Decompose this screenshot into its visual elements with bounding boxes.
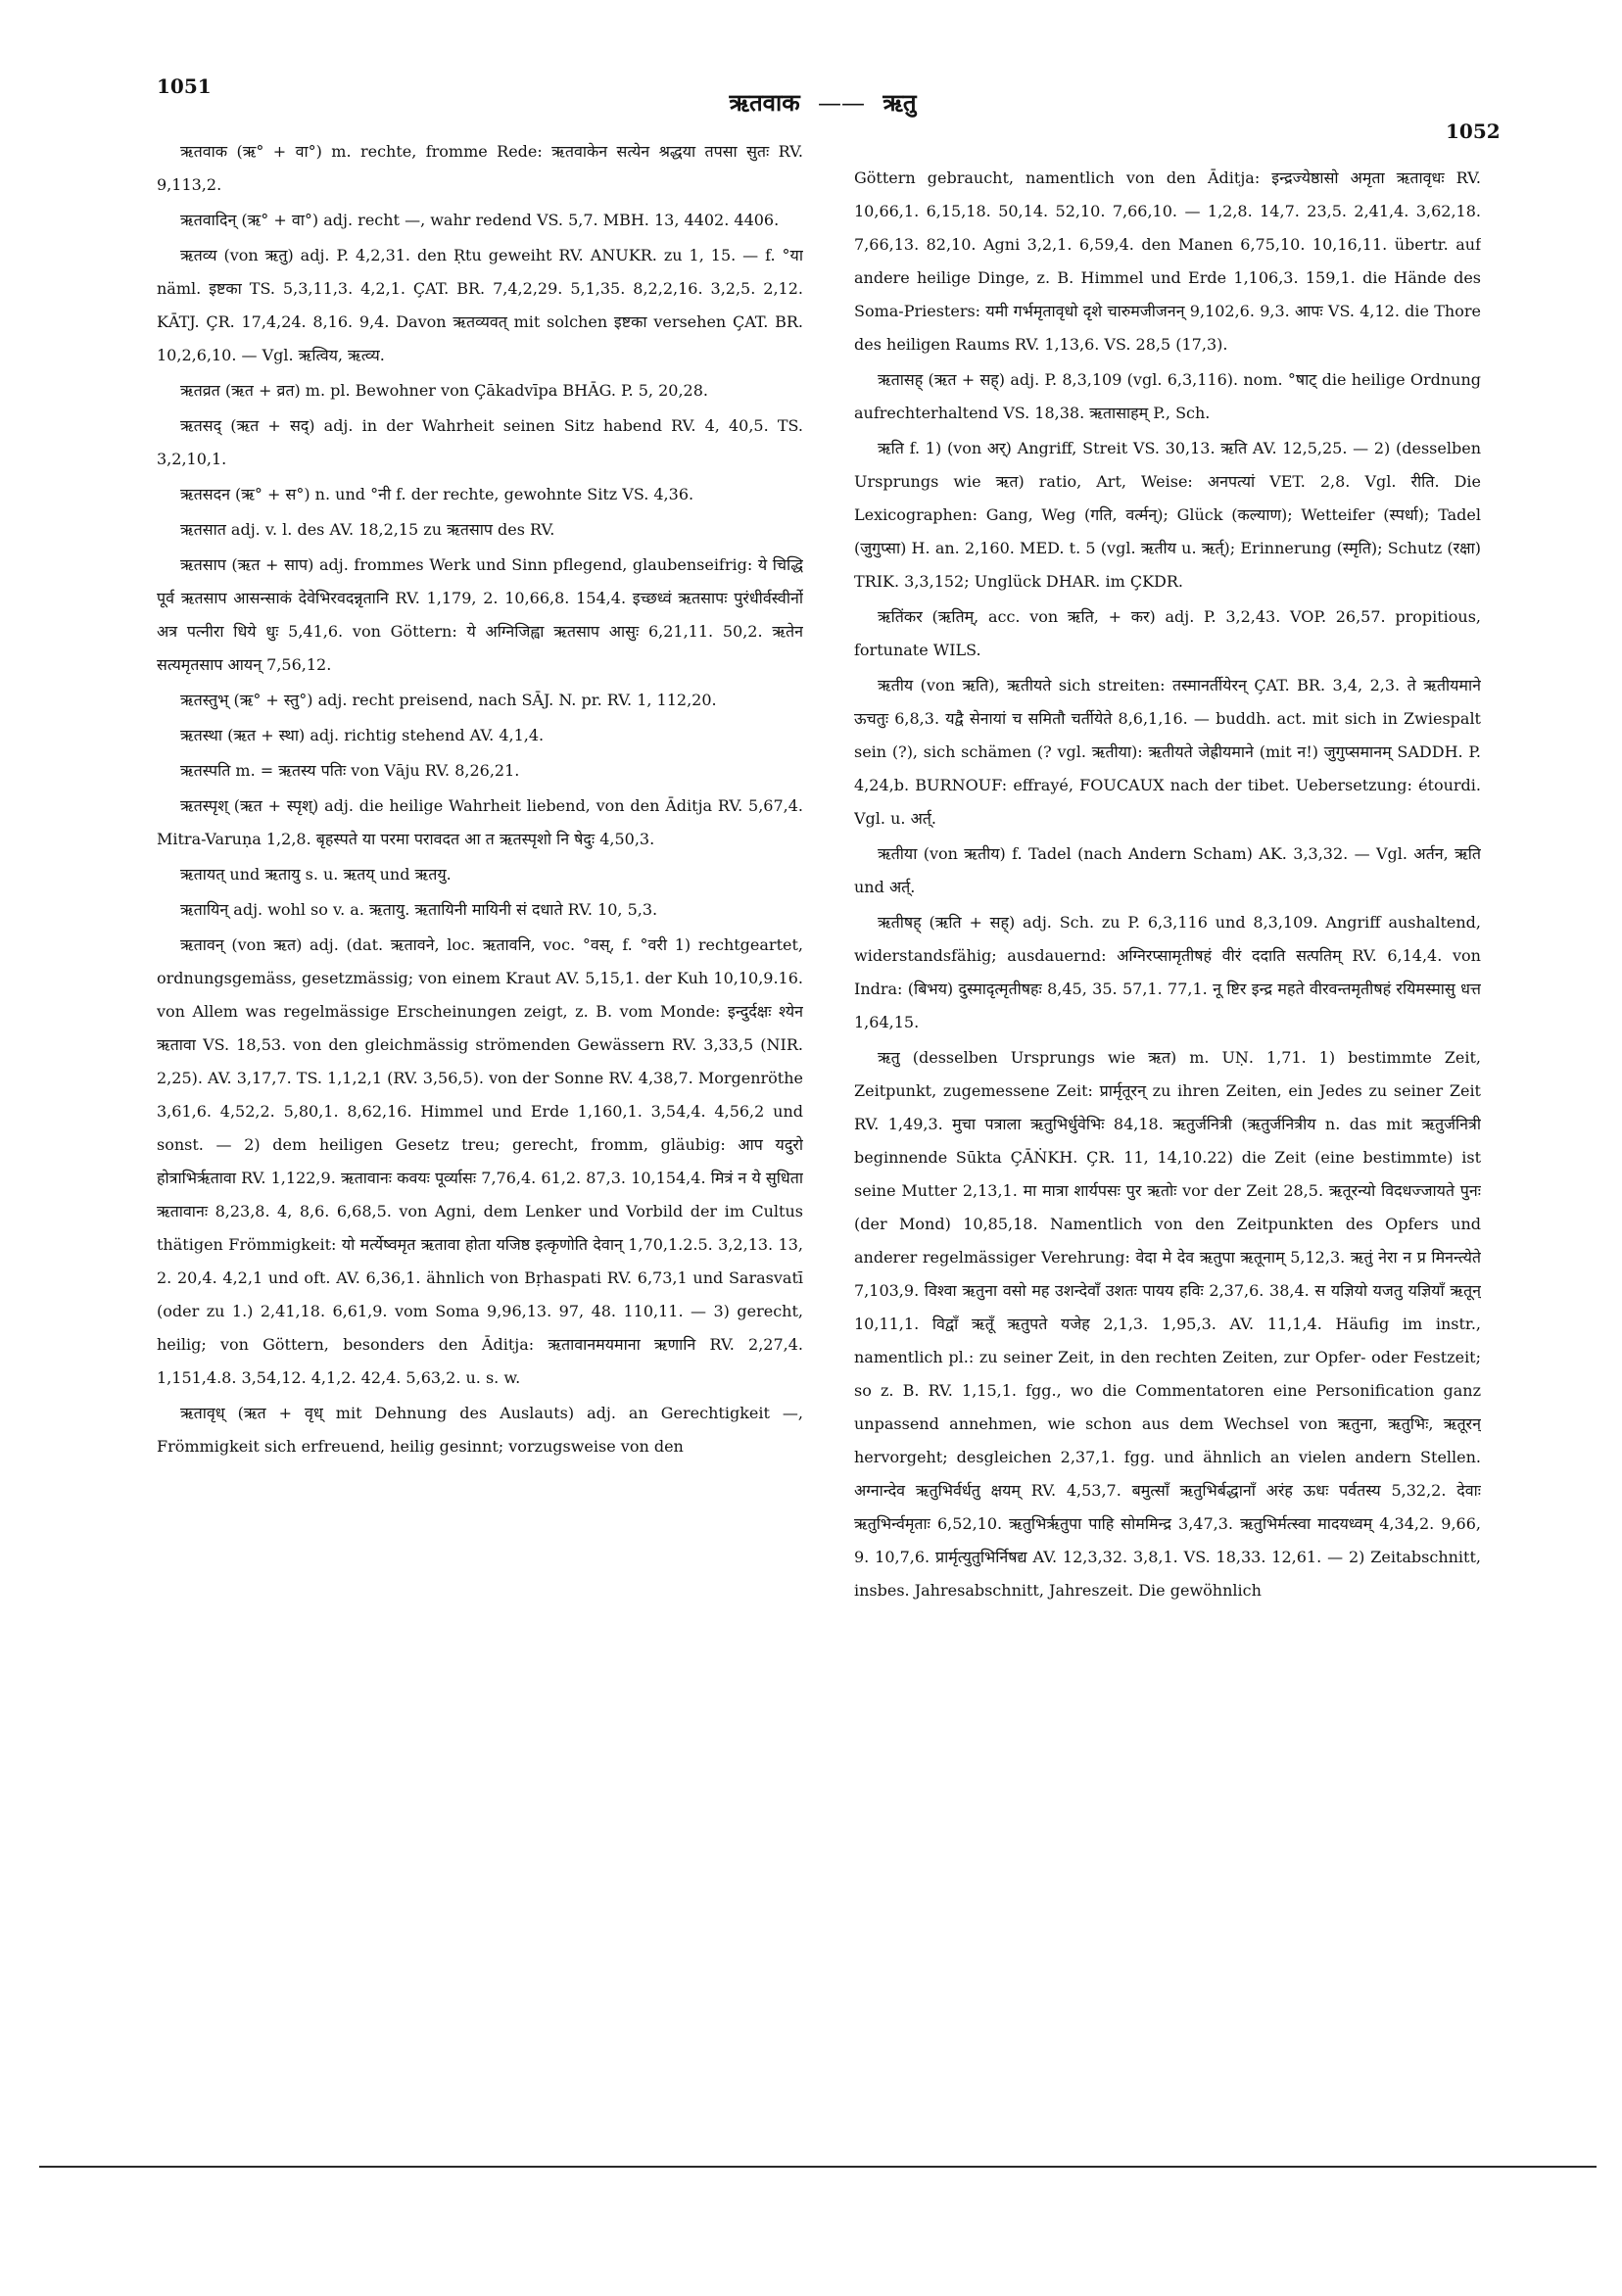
dictionary-entry: ऋतव्रत (ऋत + व्रत) m. pl. Bewohner von Çākadvīpa BHĀG. P. 5, 20,28. (180, 381, 708, 400)
dictionary-entry: ऋतस्पति m. = ऋतस्य पतिः von Vāju RV. 8,26,21. (180, 761, 520, 780)
dictionary-entry: ऋतस्था (ऋत + स्था) adj. richtig stehend AV. 4,1,4. (180, 726, 545, 744)
footer-rule (39, 2166, 1597, 2168)
running-head-last: ऋतु (883, 88, 917, 117)
running-head (676, 86, 970, 119)
dictionary-entry: ऋतवाक (ऋ° + वा°) m. rechte, fromme Rede: ऋतवाकेन सत्येन श्रद्धया तपसा सुतः RV. 9,113,2. (157, 142, 803, 194)
dictionary-entry: ऋतसदन (ऋ° + स°) n. und °नी f. der rechte, gewohnte Sitz VS. 4,36. (180, 485, 694, 503)
dictionary-entry: ऋतस्तुभ् (ऋ° + स्तु°) adj. recht preisend, nach SĀJ. N. pr. RV. 1, 112,20. (180, 691, 717, 709)
running-head-first: ऋतवाक (729, 88, 800, 117)
dictionary-entry: ऋतिंकर (ऋतिम्, acc. von ऋति, + कर) adj. P. 3,2,43. VOP. 26,57. propitious, fortunate WILS. (854, 607, 1481, 659)
running-head-dash: —— (818, 89, 865, 117)
dictionary-entry: ऋति f. 1) (von अर्) Angriff, Streit VS. 30,13. ऋति AV. 12,5,25. — 2) (desselben Ursprungs wie ऋत) ratio, Art, Weise: अनपत्यां VET. 2,8. Vgl. रीति. Die Lexicographen: Gang, Weg (गति, वर्त्मन्); Glück (कल्याण); Wetteifer (स्पर्धा); Tadel (जुगुप्सा) H. an. 2,160. MED. t. 5 (vgl. ऋतीय u. ऋर्त्); Erinnerung (स्मृति); Schutz (रक्षा) TRIK. 3,3,152; Unglück DHAR. im ÇKDR. (854, 439, 1481, 591)
dictionary-entry: ऋतसात adj. v. l. des AV. 18,2,15 zu ऋतसाप des RV. (180, 520, 555, 539)
dictionary-entry: ऋतव्य (von ऋतु) adj. P. 4,2,31. den Ṛtu geweiht RV. ANUKR. zu 1, 15. — f. °या näml. इष्टका TS. 5,3,11,3. 4,2,1. ÇAT. BR. 7,4,2,29. 5,1,35. 8,2,2,16. 3,2,5. 2,12. KĀTJ. ÇR. 17,4,24. 8,16. 9,4. Davon ऋतव्यवत् mit solchen इष्टका versehen ÇAT. BR. 10,2,6,10. — Vgl. ऋत्विय, ऋत्व्य. (157, 246, 803, 364)
dictionary-entry: ऋतासह् (ऋत + सह्) adj. P. 8,3,109 (vgl. 6,3,116). nom. °षाट् die heilige Ordnung aufrechterhaltend VS. 18,38. ऋतासाहम् P., Sch. (854, 370, 1481, 422)
dictionary-entry: ऋतीय (von ऋति), ऋतीयते sich streiten: तस्मानर्तीयेरन् ÇAT. BR. 3,4, 2,3. ते ऋतीयमाने ऊचतुः 6,8,3. यद्वै सेनायां च समितौ चर्तीयेते 8,6,1,16. — buddh. act. mit sich in Zwiespalt sein (?), sich schämen (? vgl. ऋतीया): ऋतीयते जेह्रीयमाने (mit न!) जुगुप्समानम् SADDH. P. 4,24,b. BURNOUF: effrayé, FOUCAUX nach der tibet. Uebersetzung: étourdi. Vgl. u. अर्त्. (854, 676, 1481, 828)
dictionary-entry: ऋतीया (von ऋतीय) f. Tadel (nach Andern Scham) AK. 3,3,32. — Vgl. अर्तन, ऋति und अर्त्. (854, 844, 1481, 896)
dictionary-entry: ऋतवादिन् (ऋ° + वा°) adj. recht —, wahr redend VS. 5,7. MBH. 13, 4402. 4406. (180, 211, 780, 229)
dictionary-entry: ऋतावृध् (ऋत + वृध् mit Dehnung des Auslauts) adj. an Gerechtigkeit —, Frömmigkeit sich erfreuend, heilig gesinnt; vorzugsweise von den (157, 1404, 803, 1456)
dictionary-entry: ऋतु (desselben Ursprungs wie ऋत) m. UṆ. 1,71. 1) bestimmte Zeit, Zeitpunkt, zugemessene Zeit: प्रार्मृतूरन् zu ihren Zeiten, ein Jedes zu seiner Zeit RV. 1,49,3. मुचा पत्राला ऋतुभिर्धुवेभिः 84,18. ऋतुर्जनित्री (ऋतुर्जनित्रीय n. das mit ऋतुर्जनित्री beginnende Sūkta ÇĀṄKH. ÇR. 11, 14,10.22) die Zeit (eine bestimmte) ist seine Mutter 2,13,1. मा मात्रा शार्यपसः पुर ऋतोः vor der Zeit 28,5. ऋतूरन्यो विदधज्जायते पुनः (der Mond) 10,85,18. Namentlich von den Zeitpunkten des Opfers und anderer regelmässiger Verehrung: वेदा मे देव ऋतुपा ऋतूनाम् 5,12,3. ऋतुं नेरा न प्र मिनन्त्येते 7,103,9. विश्वा ऋतुना वसो मह उशन्देवाँ उशतः पायय हविः 2,37,6. 38,4. स यज्ञियो यजतु यज्ञियाँ ऋतून् 10,11,1. विद्वाँ ऋतूँ ऋतुपते यजेह 2,1,3. 1,95,3. AV. 11,1,4. Häufig im instr., namentlich pl.: zu seiner Zeit, in den rechten Zeiten, zur Opfer- oder Festzeit; so z. B. RV. 1,15,1. fgg., wo die Commentatoren eine Personification ganz unpassend annehmen, wie schon aus dem Wechsel von ऋतुना, ऋतुभिः, ऋतूरन् hervorgeht; desgleichen 2,37,1. fgg. und ähnlich an vielen andern Stellen. अग्नान्देव ऋतुभिर्वर्धतु क्षयम् RV. 4,53,7. बमुत्साँ ऋतुभिर्बद्धानाँ अरंह ऊधः पर्वतस्य 5,32,2. देवाः ऋतुभिर्न्वमृताः 6,52,10. ऋतुभिर्ऋतुपा पाहि सोममिन्द्र 3,47,3. ऋतुभिर्मत्स्वा मादयध्वम् 4,34,2. 9,66, 9. 10,7,6. प्रार्मृत्युतुभिर्निषद्य AV. 12,3,32. 3,8,1. VS. 18,33. 12,61. — 2) Zeitabschnitt, insbes. Jahresabschnitt, Jahreszeit. Die gewöhnlich (854, 1048, 1481, 1600)
dictionary-entry: ऋतायिन् adj. wohl so v. a. ऋतायु. ऋतायिनी मायिनी सं दधाते RV. 10, 5,3. (180, 900, 658, 919)
dictionary-entry: ऋतावन् (von ऋत) adj. (dat. ऋतावने, loc. ऋतावनि, voc. °वस्, f. °वरी 1) rechtgeartet, ordnungsgemäss, gesetzmässig; von einem Kraut AV. 5,15,1. der Kuh 10,10,9.16. von Allem was regelmässige Erscheinungen zeigt, z. B. vom Monde: इन्दुर्दक्षः श्येन ऋतावा VS. 18,53. von den gleichmässig strömenden Gewässern RV. 3,33,5 (NIR. 2,25). AV. 3,17,7. TS. 1,1,2,1 (RV. 3,56,5). von der Sonne RV. 4,38,7. Morgenröthe 3,61,6. 4,52,2. 5,80,1. 8,62,16. Himmel und Erde 1,160,1. 3,54,4. 4,56,2 und sonst. — 2) dem heiligen Gesetz treu; gerecht, fromm, gläubig: आप यदुरो होत्राभिर्ऋतावा RV. 1,122,9. ऋतावानः कवयः पूर्व्यासः 7,76,4. 61,2. 87,3. 10,154,4. मित्रं न ये सुधिता ऋतावानः 8,23,8. 4, 8,6. 6,68,5. von Agni, dem Lenker und Vorbild der im Cultus thätigen Frömmigkeit: यो मर्त्येष्वमृत ऋतावा होता यजिष्ठ इत्कृणोति देवान् 1,70,1.2.5. 3,2,13. 13, 2. 20,4. 4,2,1 und oft. AV. 6,36,1. ähnlich von Bṛhaspati RV. 6,73,1 und Sarasvatī (oder zu 1.) 2,41,18. 6,61,9. vom Soma 9,96,13. 97, 48. 110,11. — 3) gerecht, heilig; von Göttern, besonders den Āditja: ऋतावानमयमाना ऋणानि RV. 2,27,4. 1,151,4.8. 3,54,12. 4,1,2. 42,4. 5,63,2. u. s. w. (157, 935, 803, 1387)
dictionary-entry-continued: Göttern gebraucht, namentlich von den Āditja: इन्द्रज्येष्ठासो अमृता ऋतावृधः RV. 10,66,1. 6,15,18. 50,14. 52,10. 7,66,10. — 1,2,8. 14,7. 23,5. 2,41,4. 3,62,18. 7,66,13. 82,10. Agni 3,2,1. 6,59,4. den Manen 6,75,10. 10,16,11. übertr. auf andere heilige Dinge, z. B. Himmel und Erde 1,106,3. 159,1. die Hände des Soma-Priesters: यमी गर्भमृतावृधो दृशे चारुमजीजनन् 9,102,6. 9,3. आपः VS. 4,12. die Thore des heiligen Raums RV. 1,13,6. VS. 28,5 (17,3). (854, 168, 1481, 354)
right-column (854, 162, 1481, 2060)
left-column (157, 135, 803, 2060)
page-number-left: 1051 (157, 74, 212, 98)
dictionary-entry: ऋतायत् und ऋतायु s. u. ऋतय् und ऋतयु. (180, 865, 452, 884)
dictionary-entry: ऋतसाप (ऋत + साप) adj. frommes Werk und Sinn pflegend, glaubenseifrig: ये चिद्धि पूर्व ऋतसाप आसन्साकं देवेभिरवदन्नृतानि RV. 1,179, 2. 10,66,8. 154,4. इच्छध्वं ऋतसापः पुरंधीर्वस्वीर्नो अत्र पत्नीरा धिये धुः 5,41,6. von Göttern: ये अग्निजिह्वा ऋतसाप आसुः 6,21,11. 50,2. ऋतेन सत्यमृतसाप आयन् 7,56,12. (157, 555, 803, 674)
dictionary-entry: ऋतीषह् (ऋति + सह्) adj. Sch. zu P. 6,3,116 und 8,3,109. Angriff aushaltend, widerstandsfähig; ausdauernd: अग्निरप्सामृतीषहं वीरं ददाति सत्पतिम् RV. 6,14,4. von Indra: (बिभय) दुस्मादृत्मृतीषहः 8,45, 35. 57,1. 77,1. नू ष्टिर इन्द्र महते वीरवन्तमृतीषहं रयिमस्मासु धत्त 1,64,15. (854, 913, 1481, 1031)
dictionary-entry: ऋतस्पृश् (ऋत + स्पृश्) adj. die heilige Wahrheit liebend, von den Āditja RV. 5,67,4. Mitra-Varuṇa 1,2,8. बृहस्पते या परमा परावदत आ त ऋतस्पृशो नि षेदुः 4,50,3. (157, 796, 803, 848)
page-number-right: 1052 (1446, 120, 1501, 143)
dictionary-entry: ऋतसद् (ऋत + सद्) adj. in der Wahrheit seinen Sitz habend RV. 4, 40,5. TS. 3,2,10,1. (157, 416, 803, 468)
